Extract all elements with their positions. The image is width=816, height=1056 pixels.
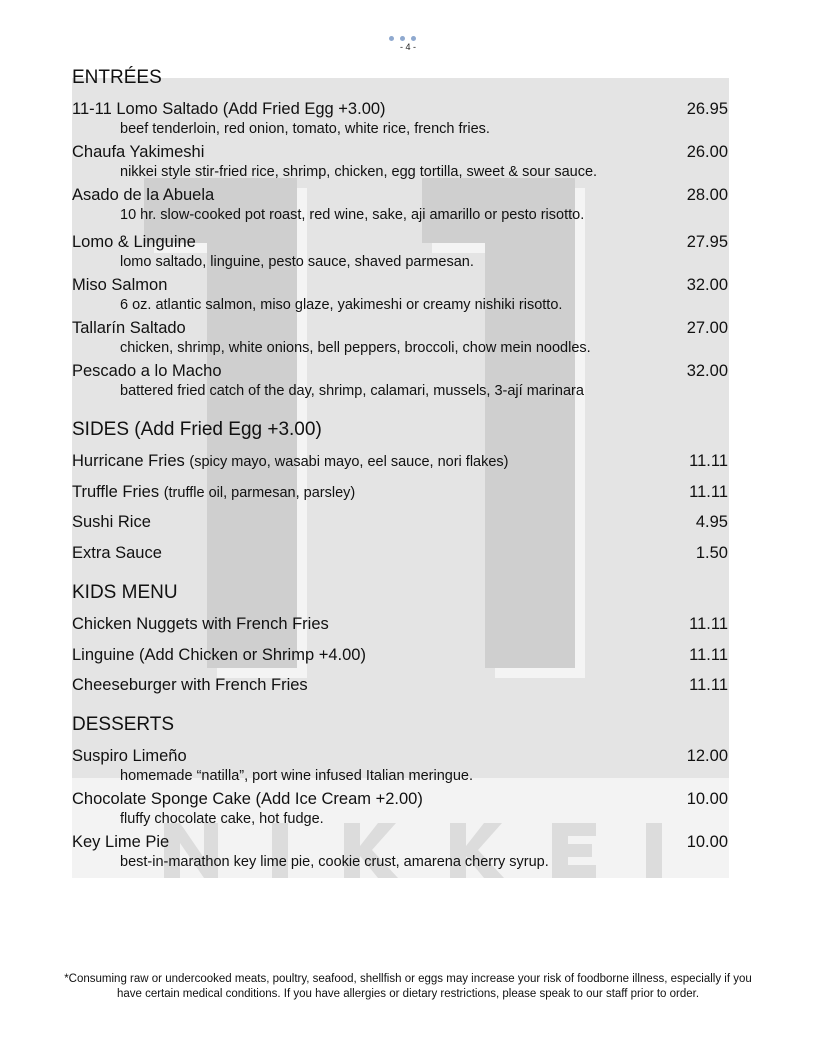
item-name: 11-11 Lomo Saltado (Add Fried Egg +3.00): [72, 100, 386, 118]
item-name: Tallarín Saltado: [72, 319, 186, 337]
item-price: 11.11: [689, 676, 728, 694]
menu-item: [72, 747, 728, 784]
menu-item: [72, 100, 728, 137]
item-price: 10.00: [686, 790, 728, 808]
item-name: Suspiro Limeño: [72, 747, 187, 765]
item-name: Hurricane Fries: [72, 452, 185, 470]
item-description: fluffy chocolate cake, hot fudge.: [120, 811, 324, 827]
item-name: Miso Salmon: [72, 276, 168, 294]
item-price: 10.00: [686, 833, 728, 851]
item-description: homemade “natilla”, port wine infused Italian meringue.: [120, 768, 474, 784]
item-price: 12.00: [686, 747, 728, 765]
item-name: Chocolate Sponge Cake (Add Ice Cream +2.00): [72, 790, 423, 808]
item-description: 10 hr. slow-cooked pot roast, red wine, sake, aji amarillo or pesto risotto.: [120, 207, 585, 223]
section-title-desserts: DESSERTS: [72, 714, 175, 735]
item-description: 6 oz. atlantic salmon, miso glaze, yakimeshi or creamy nishiki risotto.: [120, 297, 563, 313]
item-name: Truffle Fries: [72, 483, 160, 501]
item-name: Pescado a lo Macho: [72, 362, 222, 380]
menu-item: [72, 676, 728, 696]
item-description: beef tenderloin, red onion, tomato, white rice, french fries.: [120, 121, 490, 137]
item-price: 11.11: [689, 615, 728, 633]
item-price: 27.95: [686, 233, 728, 251]
menu-item: [72, 790, 728, 827]
item-name: Chaufa Yakimeshi: [72, 143, 205, 161]
page-number: - 4 -: [399, 42, 416, 52]
item-price: 32.00: [686, 362, 728, 380]
menu-item: [72, 646, 728, 666]
item-name: Chicken Nuggets with French Fries: [72, 615, 329, 633]
section-title-kids-menu: KIDS MENU: [72, 582, 178, 603]
menu-item: [72, 513, 728, 533]
item-price: 4.95: [695, 513, 728, 531]
item-name: Key Lime Pie: [72, 833, 170, 851]
item-description: nikkei style stir-fried rice, shrimp, chicken, egg tortilla, sweet & sour sauce.: [120, 164, 598, 180]
item-name: Cheeseburger with French Fries: [72, 676, 308, 694]
item-name: Sushi Rice: [72, 513, 151, 531]
item-name: Extra Sauce: [72, 544, 162, 562]
item-price: 28.00: [686, 186, 728, 204]
menu-item: [72, 143, 728, 180]
menu-item: [72, 483, 728, 503]
menu-item: [72, 833, 728, 870]
item-price: 27.00: [686, 319, 728, 337]
item-note: (truffle oil, parmesan, parsley): [163, 485, 356, 501]
item-description: battered fried catch of the day, shrimp, calamari, mussels, 3-ají marinara: [120, 383, 584, 399]
section-title-sides: SIDES (Add Fried Egg +3.00): [72, 419, 322, 440]
item-note: (spicy mayo, wasabi mayo, eel sauce, nori flakes): [189, 454, 509, 470]
item-price: 26.95: [686, 100, 728, 118]
item-price: 11.11: [689, 483, 728, 501]
menu-item: [72, 276, 728, 313]
item-price: 32.00: [686, 276, 728, 294]
menu-item: [72, 319, 728, 356]
item-price: 26.00: [686, 143, 728, 161]
item-description: best-in-marathon key lime pie, cookie crust, amarena cherry syrup.: [120, 854, 549, 870]
item-name: Lomo & Linguine: [72, 233, 196, 251]
item-price: 1.50: [695, 544, 728, 562]
item-description: lomo saltado, linguine, pesto sauce, shaved parmesan.: [120, 254, 474, 270]
item-description: chicken, shrimp, white onions, bell peppers, broccoli, chow mein noodles.: [120, 340, 591, 356]
item-name: Asado de la Abuela: [72, 186, 215, 204]
menu-item: [72, 452, 728, 472]
menu-item: [72, 233, 728, 270]
menu-item: [72, 544, 728, 564]
item-name: Linguine (Add Chicken or Shrimp +4.00): [72, 646, 366, 664]
item-price: 11.11: [689, 452, 728, 470]
menu-item: [72, 186, 728, 223]
menu-item: [72, 362, 728, 399]
allergy-disclaimer: *Consuming raw or undercooked meats, poultry, seafood, shellfish or eggs may increase your risk of foodborne illness, especially if you have certain medical conditions. If you have allergies or dietary restrictions, please speak to our staff prior to order.: [64, 973, 752, 1000]
menu-item: [72, 615, 728, 635]
item-price: 11.11: [689, 646, 728, 664]
section-title-entrees: ENTRÉES: [72, 67, 162, 88]
